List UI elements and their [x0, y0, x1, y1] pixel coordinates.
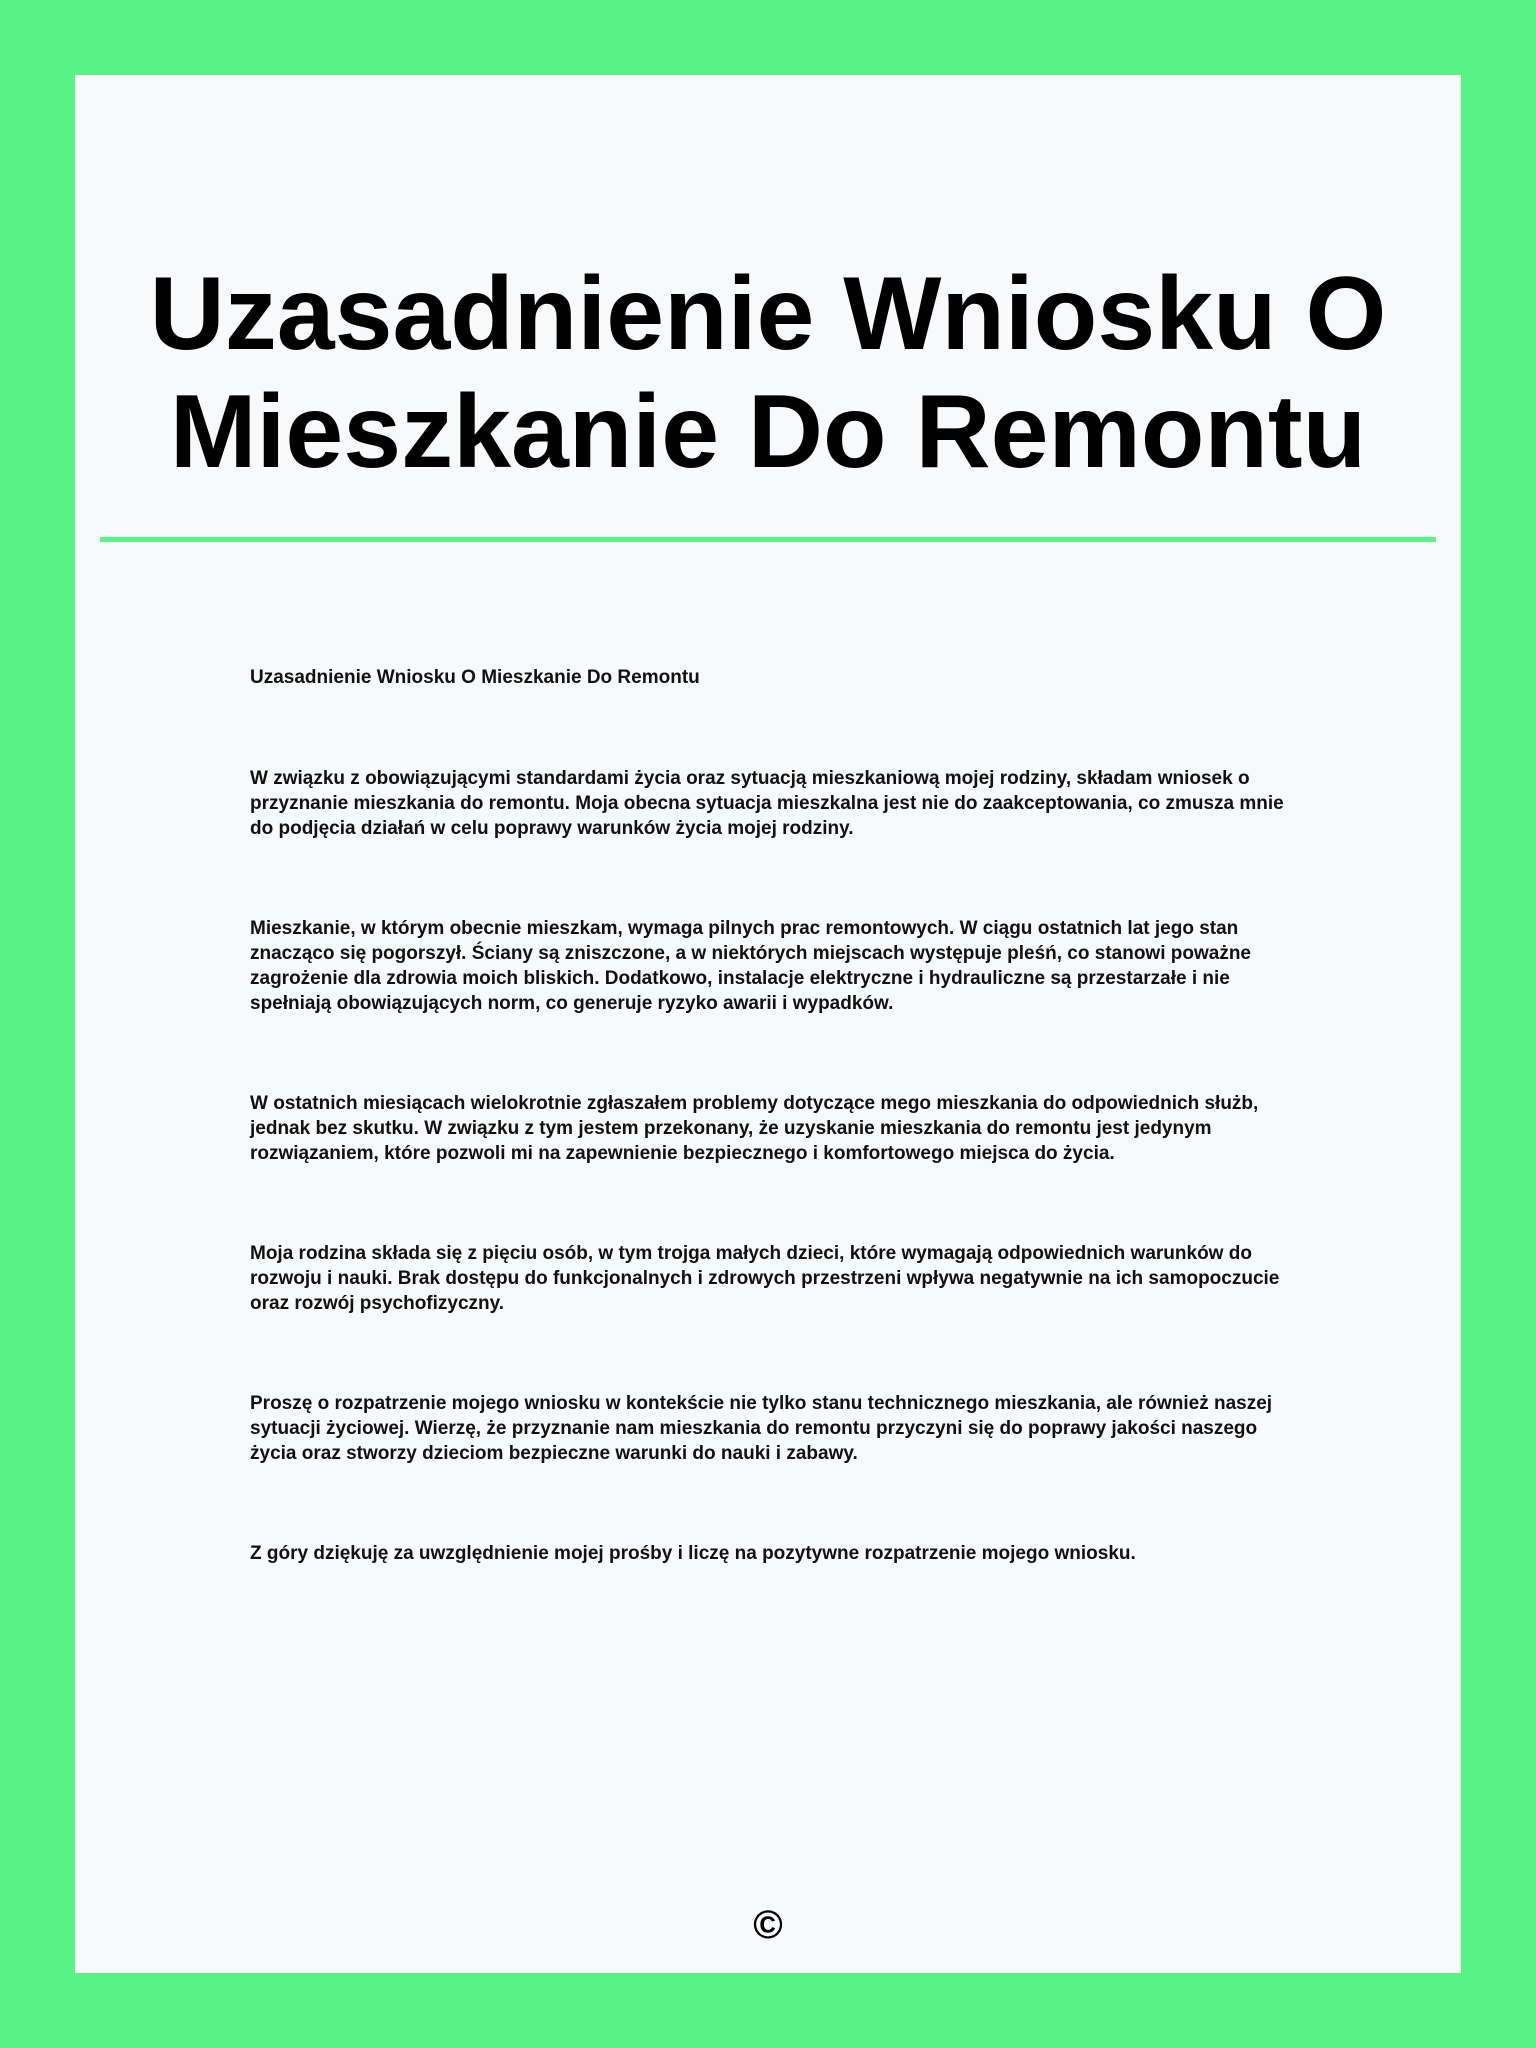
page-title-line-1: Uzasadnienie Wniosku O — [149, 256, 1387, 372]
paragraph-1: W związku z obowiązującymi standardami życia oraz sytuacją mieszkaniową mojej rodziny, składam wniosek o przyznanie mieszkania do remontu. Moja obecna sytuacja mieszkalna jest nie do zaakceptowania, co zmusza mnie do podjęcia działań w celu poprawy warunków życia mojej rodziny. — [250, 768, 1284, 839]
page-title — [75, 255, 1461, 491]
document-subtitle: Uzasadnienie Wniosku O Mieszkanie Do Remontu — [250, 667, 700, 688]
document-page — [75, 75, 1461, 1973]
paragraph-2: Mieszkanie, w którym obecnie mieszkam, wymaga pilnych prac remontowych. W ciągu ostatnich lat jego stan znacząco się pogorszył. Ściany są zniszczone, a w niektórych miejscach występuje pleśń, co stanowi poważne zagrożenie dla zdrowia moich bliskich. Dodatkowo, instalacje elektryczne i hydrauliczne są przestarzałe i nie spełniają obowiązujących norm, co generuje ryzyko awarii i wypadków. — [250, 918, 1251, 1014]
title-divider — [100, 537, 1436, 542]
page-title-line-2: Mieszkanie Do Remontu — [169, 374, 1367, 490]
document-body — [250, 665, 1300, 1641]
paragraph-4: Moja rodzina składa się z pięciu osób, w tym trojga małych dzieci, które wymagają odpowiednich warunków do rozwoju i nauki. Brak dostępu do funkcjonalnych i zdrowych przestrzeni wpływa negatywnie na ich samopoczucie oraz rozwój psychofizyczny. — [250, 1243, 1280, 1314]
paragraph-3: W ostatnich miesiącach wielokrotnie zgłaszałem problemy dotyczące mego mieszkania do odpowiednich służb, jednak bez skutku. W związku z tym jestem przekonany, że uzyskanie mieszkania do remontu jest jedynym rozwiązaniem, które pozwoli mi na zapewnienie bezpiecznego i komfortowego miejsca do życia. — [250, 1093, 1259, 1164]
paragraph-6: Z góry dziękuję za uwzględnienie mojej prośby i liczę na pozytywne rozpatrzenie mojego wniosku. — [250, 1543, 1136, 1564]
paragraph-5: Proszę o rozpatrzenie mojego wniosku w kontekście nie tylko stanu technicznego mieszkania, ale również naszej sytuacji życiowej. Wierzę, że przyznanie nam mieszkania do remontu przyczyni się do poprawy jakości naszego życia oraz stworzy dzieciom bezpieczne warunki do nauki i zabawy. — [250, 1393, 1273, 1464]
copyright-icon: © — [753, 1903, 783, 1947]
